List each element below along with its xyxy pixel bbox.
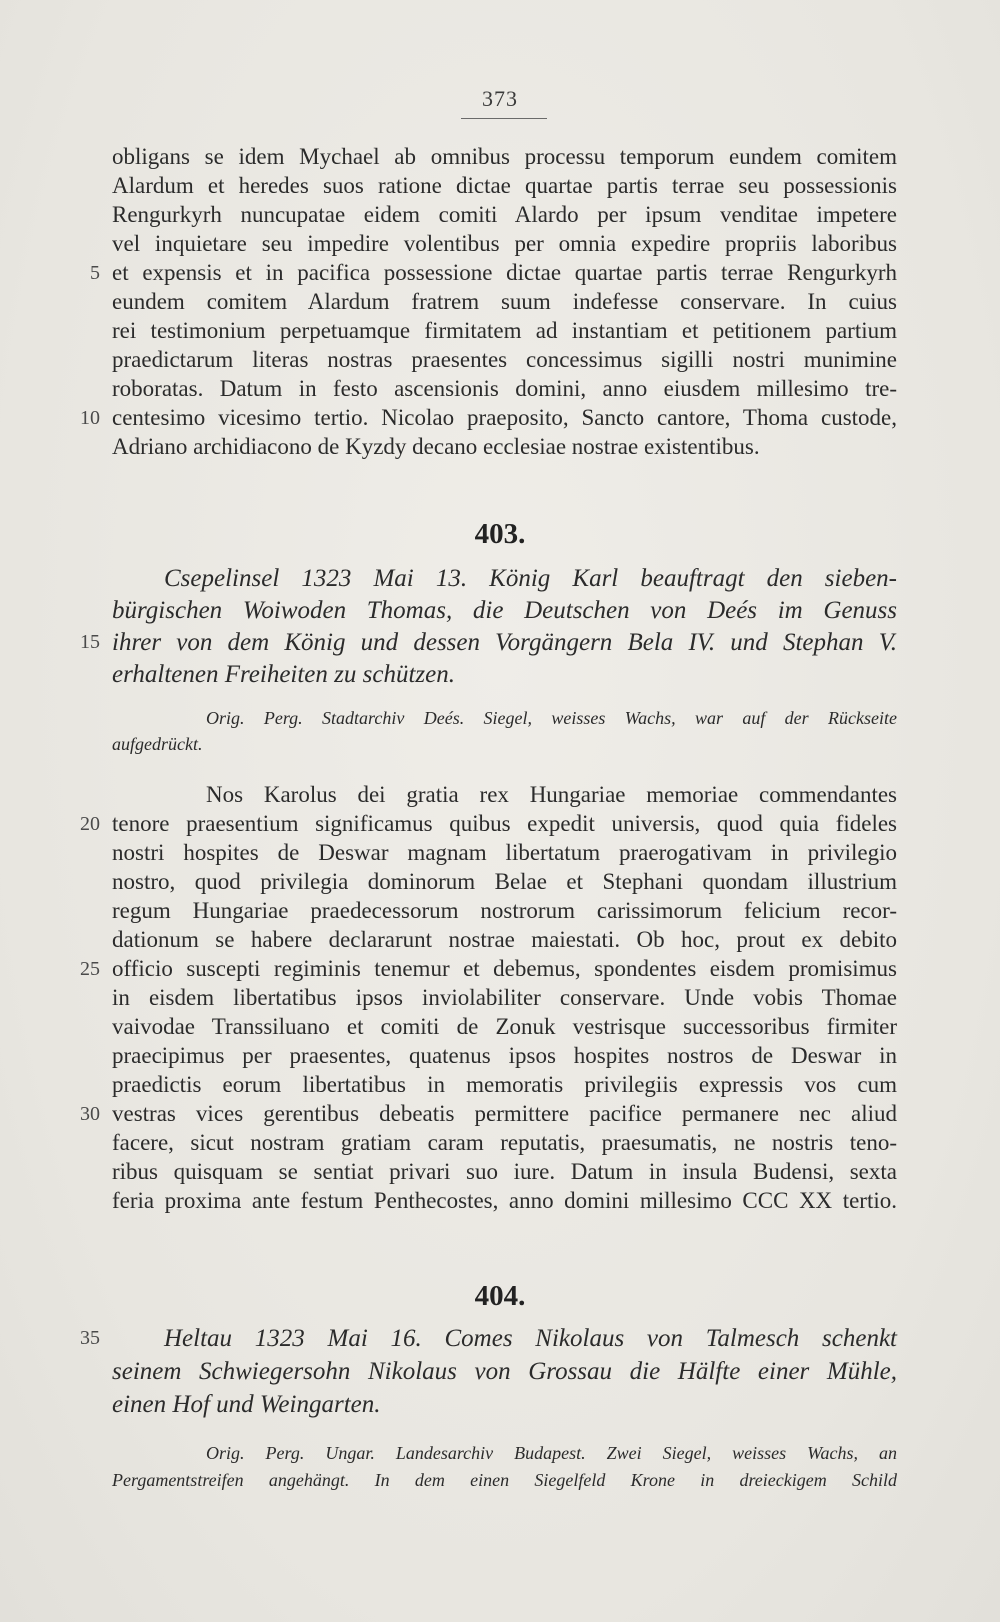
- page-number: 373: [482, 86, 518, 111]
- page-number-rule: [461, 118, 547, 119]
- margin-line-number: 35: [80, 1327, 100, 1349]
- text-line: ribus quisquam se sentiat privari suo iure. Datum in insula Budensi, sexta: [112, 1159, 897, 1184]
- text-line: nostro, quod privilegia dominorum Belae et Stephani quondam illustrium: [112, 869, 897, 894]
- text-line: Adriano archidiacono de Kyzdy decano ecclesiae nostrae existentibus.: [112, 434, 760, 459]
- text-line: vestras vices gerentibus debeatis permittere pacifice permanere nec aliud: [112, 1101, 897, 1126]
- text-line: officio suscepti regiminis tenemur et debemus, spondentes eisdem promisimus: [112, 956, 897, 981]
- text-line: feria proxima ante festum Penthecostes, anno domini millesimo CCC XX tertio.: [112, 1188, 897, 1213]
- text-line: roboratas. Datum in festo ascensionis domini, anno eiusdem millesimo tre-: [112, 376, 897, 401]
- archival-note-line: Pergamentstreifen angehängt. In dem einen Siegelfeld Krone in dreieckigem Schild: [112, 1470, 897, 1490]
- text-line: Alardum et heredes suos ratione dictae quartae partis terrae seu possessionis: [112, 173, 897, 198]
- margin-line-number: 20: [80, 813, 100, 835]
- regest-heading-line: einen Hof und Weingarten.: [112, 1391, 381, 1418]
- text-line: et expensis et in pacifica possessione dictae quartae partis terrae Rengurkyrh: [112, 260, 897, 285]
- text-line: regum Hungariae praedecessorum nostrorum carissimorum felicium recor-: [112, 898, 897, 923]
- margin-line-number: 10: [80, 407, 100, 429]
- document-number: 403.: [474, 518, 526, 550]
- text-line: vaivodae Transsiluano et comiti de Zonuk vestrisque successoribus firmiter: [112, 1014, 897, 1039]
- text-line: vel inquietare seu impedire volentibus per omnia expedire propriis laboribus: [112, 231, 897, 256]
- document-number: 404.: [474, 1280, 526, 1312]
- margin-line-number: 5: [90, 262, 100, 284]
- text-line: praecipimus per praesentes, quatenus ipsos hospites nostros de Deswar in: [112, 1043, 897, 1068]
- text-line: Nos Karolus dei gratia rex Hungariae memoriae commendantes: [206, 782, 897, 807]
- regest-heading-line: Heltau 1323 Mai 16. Comes Nikolaus von Talmesch schenkt: [164, 1325, 897, 1352]
- text-line: dationum se habere declararunt nostrae maiestati. Ob hoc, prout ex debito: [112, 927, 897, 952]
- regest-heading-line: bürgischen Woiwoden Thomas, die Deutschen von Deés im Genuss: [112, 597, 897, 624]
- regest-heading-line: ihrer von dem König und dessen Vorgängern Bela IV. und Stephan V.: [112, 629, 897, 656]
- regest-heading-line: seinem Schwiegersohn Nikolaus von Grossau die Hälfte einer Mühle,: [112, 1358, 897, 1385]
- regest-heading-line: erhaltenen Freiheiten zu schützen.: [112, 661, 455, 688]
- text-line: centesimo vicesimo tertio. Nicolao praeposito, Sancto cantore, Thoma custode,: [112, 405, 897, 430]
- archival-note-line: Orig. Perg. Stadtarchiv Deés. Siegel, weisses Wachs, war auf der Rückseite: [206, 708, 897, 728]
- text-line: praedictis eorum libertatibus in memoratis privilegiis expressis vos cum: [112, 1072, 897, 1097]
- text-line: praedictarum literas nostras praesentes concessimus sigilli nostri munimine: [112, 347, 897, 372]
- margin-line-number: 25: [80, 958, 100, 980]
- text-line: nostri hospites de Deswar magnam libertatum praerogativam in privilegio: [112, 840, 897, 865]
- text-line: facere, sicut nostram gratiam caram reputatis, praesumatis, ne nostris teno-: [112, 1130, 897, 1155]
- archival-note-line: Orig. Perg. Ungar. Landesarchiv Budapest. Zwei Siegel, weisses Wachs, an: [206, 1443, 897, 1463]
- text-line: eundem comitem Alardum fratrem suum indefesse conservare. In cuius: [112, 289, 897, 314]
- text-line: Rengurkyrh nuncupatae eidem comiti Alardo per ipsum venditae impetere: [112, 202, 897, 227]
- text-line: in eisdem libertatibus ipsos inviolabiliter conservare. Unde vobis Thomae: [112, 985, 897, 1010]
- text-line: obligans se idem Mychael ab omnibus processu temporum eundem comitem: [112, 144, 897, 169]
- margin-line-number: 30: [80, 1103, 100, 1125]
- regest-heading-line: Csepelinsel 1323 Mai 13. König Karl beauftragt den sieben-: [164, 565, 897, 592]
- text-line: tenore praesentium significamus quibus expedit universis, quod quia fideles: [112, 811, 897, 836]
- archival-note-line: aufgedrückt.: [112, 734, 203, 754]
- margin-line-number: 15: [80, 631, 100, 653]
- text-line: rei testimonium perpetuamque firmitatem ad instantiam et petitionem partium: [112, 318, 897, 343]
